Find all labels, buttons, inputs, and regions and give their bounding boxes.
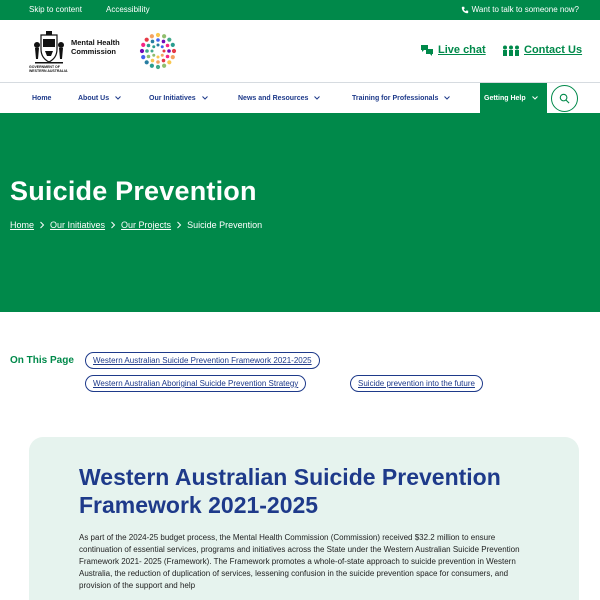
nav-item-our-initiatives[interactable] bbox=[149, 83, 209, 113]
page-title: Suicide Prevention bbox=[10, 176, 257, 206]
logo-dot bbox=[150, 64, 154, 68]
nav-item-news-and-resources[interactable] bbox=[238, 83, 321, 113]
nav-item-label: Training for Professionals bbox=[352, 94, 439, 102]
logo-dot bbox=[141, 43, 145, 47]
chevron-down-icon bbox=[114, 94, 122, 102]
logo-dot bbox=[166, 44, 170, 48]
breadcrumb-link-our-initiatives[interactable]: Our Initiatives bbox=[50, 220, 106, 230]
live-chat-link[interactable] bbox=[420, 44, 486, 56]
chevron-down-icon bbox=[313, 94, 321, 102]
logo-dot bbox=[151, 40, 155, 44]
logo-dot bbox=[166, 55, 170, 59]
site-header bbox=[0, 20, 600, 82]
logo-dot bbox=[145, 49, 149, 53]
logo-dot bbox=[161, 45, 164, 48]
phone-icon bbox=[461, 6, 469, 14]
nav-item-label: Home bbox=[32, 94, 52, 102]
search-icon bbox=[559, 93, 570, 104]
logo-dot bbox=[151, 59, 155, 63]
chevron-down-icon bbox=[531, 94, 539, 102]
logo-dot bbox=[157, 56, 160, 59]
on-this-page-label: On This Page bbox=[10, 355, 74, 366]
section-heading: Western Australian Suicide Prevention Framework 2021-2025 bbox=[79, 464, 501, 518]
logo-dot bbox=[156, 65, 160, 69]
contact-us-label: Contact Us bbox=[524, 44, 583, 56]
logo-dot bbox=[156, 38, 160, 42]
logo-dot bbox=[167, 60, 171, 64]
accessibility-link[interactable]: Accessibility bbox=[106, 5, 150, 14]
breadcrumb-link-our-projects[interactable]: Our Projects bbox=[121, 220, 172, 230]
nav-item-label: Getting Help bbox=[484, 94, 526, 102]
logo-dot bbox=[162, 59, 166, 63]
logo-dot bbox=[150, 34, 154, 38]
nav-item-label: Our Initiatives bbox=[149, 94, 196, 102]
logo-dot bbox=[152, 54, 155, 57]
logo-dot bbox=[167, 49, 171, 53]
breadcrumb bbox=[10, 220, 262, 230]
logo-dot bbox=[156, 60, 160, 64]
utility-bar bbox=[0, 0, 600, 20]
contact-us-link[interactable] bbox=[502, 44, 582, 56]
nav-item-label: News and Resources bbox=[238, 94, 309, 102]
logo-dot bbox=[152, 45, 155, 48]
logo-dot bbox=[141, 55, 145, 59]
nav-item-label: About Us bbox=[78, 94, 110, 102]
logo-dot bbox=[167, 38, 171, 42]
chevron-right-icon bbox=[39, 221, 45, 229]
logo-dot bbox=[172, 49, 176, 53]
logo-dot bbox=[140, 49, 144, 53]
organisation-name: Mental Health Commission bbox=[71, 38, 120, 56]
nav-item-training-for-professionals[interactable] bbox=[352, 83, 451, 113]
search-button[interactable] bbox=[551, 85, 578, 112]
skip-to-content-link[interactable]: Skip to content bbox=[29, 5, 82, 14]
logo-dot bbox=[171, 43, 175, 47]
logo-dot bbox=[147, 55, 151, 59]
logo-dot bbox=[145, 38, 149, 42]
logo-dot bbox=[156, 33, 160, 37]
hero-banner bbox=[0, 113, 600, 312]
nav-item-getting-help[interactable] bbox=[480, 83, 547, 113]
logo-dot bbox=[163, 50, 166, 53]
chevron-right-icon bbox=[110, 221, 116, 229]
logo-dot bbox=[151, 50, 154, 53]
main-navigation bbox=[0, 82, 600, 113]
jump-link-framework[interactable]: Western Australian Suicide Prevention Framework 2021-2025 bbox=[85, 352, 320, 369]
breadcrumb-current: Suicide Prevention bbox=[187, 220, 263, 230]
logo-dot bbox=[162, 40, 166, 44]
wa-government-crest-logo[interactable] bbox=[29, 29, 69, 69]
chat-bubbles-icon bbox=[420, 44, 434, 56]
logo-dot bbox=[145, 60, 149, 64]
jump-link-into-the-future[interactable]: Suicide prevention into the future bbox=[350, 375, 483, 392]
talk-to-someone-link[interactable] bbox=[461, 5, 579, 14]
chevron-right-icon bbox=[176, 221, 182, 229]
chevron-down-icon bbox=[201, 94, 209, 102]
mhc-dots-logo bbox=[138, 31, 178, 71]
breadcrumb-link-home[interactable]: Home bbox=[10, 220, 35, 230]
logo-dot bbox=[171, 55, 175, 59]
nav-item-home[interactable] bbox=[32, 83, 51, 113]
logo-dot bbox=[162, 64, 166, 68]
people-icon bbox=[502, 45, 520, 56]
live-chat-label: Live chat bbox=[438, 44, 486, 56]
framework-section-card bbox=[29, 437, 579, 600]
logo-dot bbox=[157, 44, 160, 47]
section-body-text: As part of the 2024-25 budget process, the Mental Health Commission (Commission) received $32.2 million to ensure continuation of essential services, programs and initiatives across the State under the Western Australian Suicide Prevention Framework 2021- 2025 (Framework). The Framework promotes a whole-of-state approach to suicide prevention in Western Australia, the reduction of duplication of services, lessening confusion in the suicide prevention space for consumers, and provision of the support and help bbox=[79, 533, 520, 590]
logo-dot bbox=[161, 54, 164, 57]
logo-dot bbox=[162, 34, 166, 38]
jump-link-aboriginal-strategy[interactable]: Western Australian Aboriginal Suicide Prevention Strategy bbox=[85, 375, 306, 392]
logo-dot bbox=[147, 44, 151, 48]
crest-caption: GOVERNMENT OF WESTERN AUSTRALIA bbox=[29, 65, 68, 73]
chevron-down-icon bbox=[443, 94, 451, 102]
nav-item-about-us[interactable] bbox=[78, 83, 122, 113]
talk-label: Want to talk to someone now? bbox=[471, 5, 579, 14]
